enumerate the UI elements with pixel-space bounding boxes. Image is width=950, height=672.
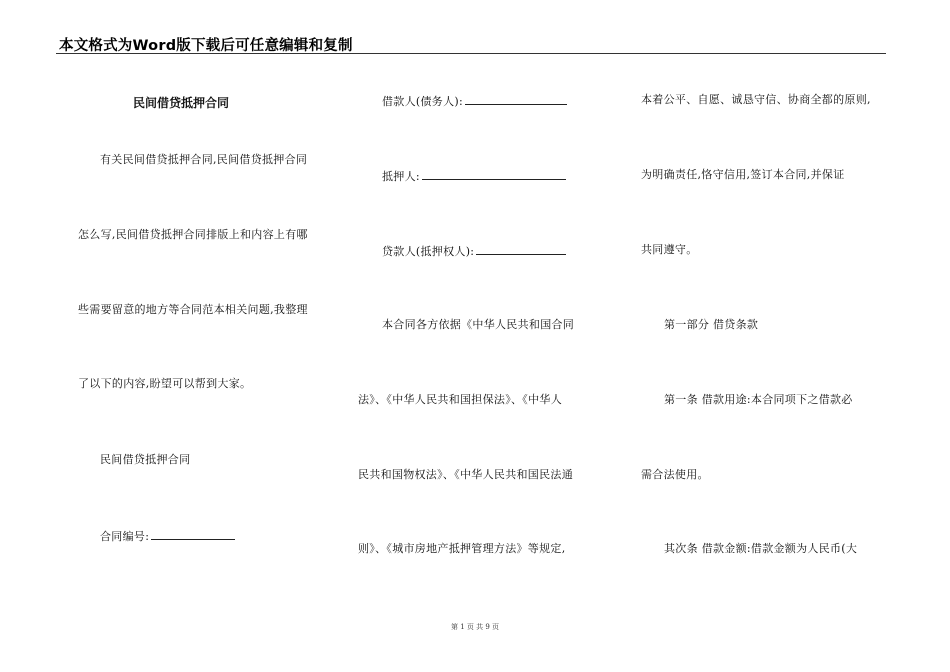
basis-line-2: 法》、《中华人民共和国担保法》、《中华人	[358, 393, 562, 406]
contract-number-label: 合同编号:	[100, 530, 150, 543]
intro-line-1: 有关民间借贷抵押合同,民间借贷抵押合同	[100, 153, 308, 166]
contract-heading: 民间借贷抵押合同	[100, 453, 191, 466]
borrower-label: 借款人(债务人):	[382, 95, 463, 108]
contract-number-field	[100, 528, 235, 544]
lender-label: 贷款人(抵押权人):	[382, 245, 475, 258]
lender-field	[382, 243, 566, 259]
basis-line-4: 则》、《城市房地产抵押管理方法》等规定,	[358, 542, 566, 555]
borrower-blank	[465, 93, 567, 105]
mortgagor-label: 抵押人:	[382, 170, 420, 183]
part-one-heading: 第一部分 借贷条款	[664, 318, 759, 331]
column-right	[641, 0, 891, 672]
column-middle	[358, 0, 608, 672]
principle-line-1: 本着公平、自愿、诚恳守信、协商全都的原则,	[641, 93, 871, 106]
article-two-line-1: 其次条 借款金额:借款金额为人民币(大	[664, 542, 858, 555]
mortgagor-field	[382, 168, 566, 184]
intro-line-2: 怎么写,民间借贷抵押合同排版上和内容上有哪	[78, 228, 308, 241]
document-header-title: 本文格式为Word版下载后可任意编辑和复制	[59, 38, 353, 54]
basis-line-1: 本合同各方依据《中华人民共和国合同	[382, 318, 575, 331]
lender-blank	[476, 243, 566, 255]
mortgagor-blank	[422, 168, 566, 180]
article-one-line-1: 第一条 借款用途:本合同项下之借款必	[664, 393, 853, 406]
page-number: 第 1 页 共 9 页	[450, 623, 500, 631]
article-one-line-2: 需合法使用。	[641, 468, 709, 481]
intro-line-4: 了以下的内容,盼望可以帮到大家。	[78, 377, 252, 390]
contract-number-blank	[151, 528, 235, 540]
column-left	[78, 0, 328, 672]
borrower-field	[382, 93, 567, 109]
intro-line-3: 些需要留意的地方等合同范本相关问题,我整理	[78, 303, 308, 316]
principle-line-2: 为明确责任,恪守信用,签订本合同,并保证	[641, 168, 845, 181]
principle-line-3: 共同遵守。	[641, 243, 698, 256]
document-title: 民间借贷抵押合同	[133, 96, 230, 110]
basis-line-3: 民共和国物权法》、《中华人民共和国民法通	[358, 468, 573, 481]
